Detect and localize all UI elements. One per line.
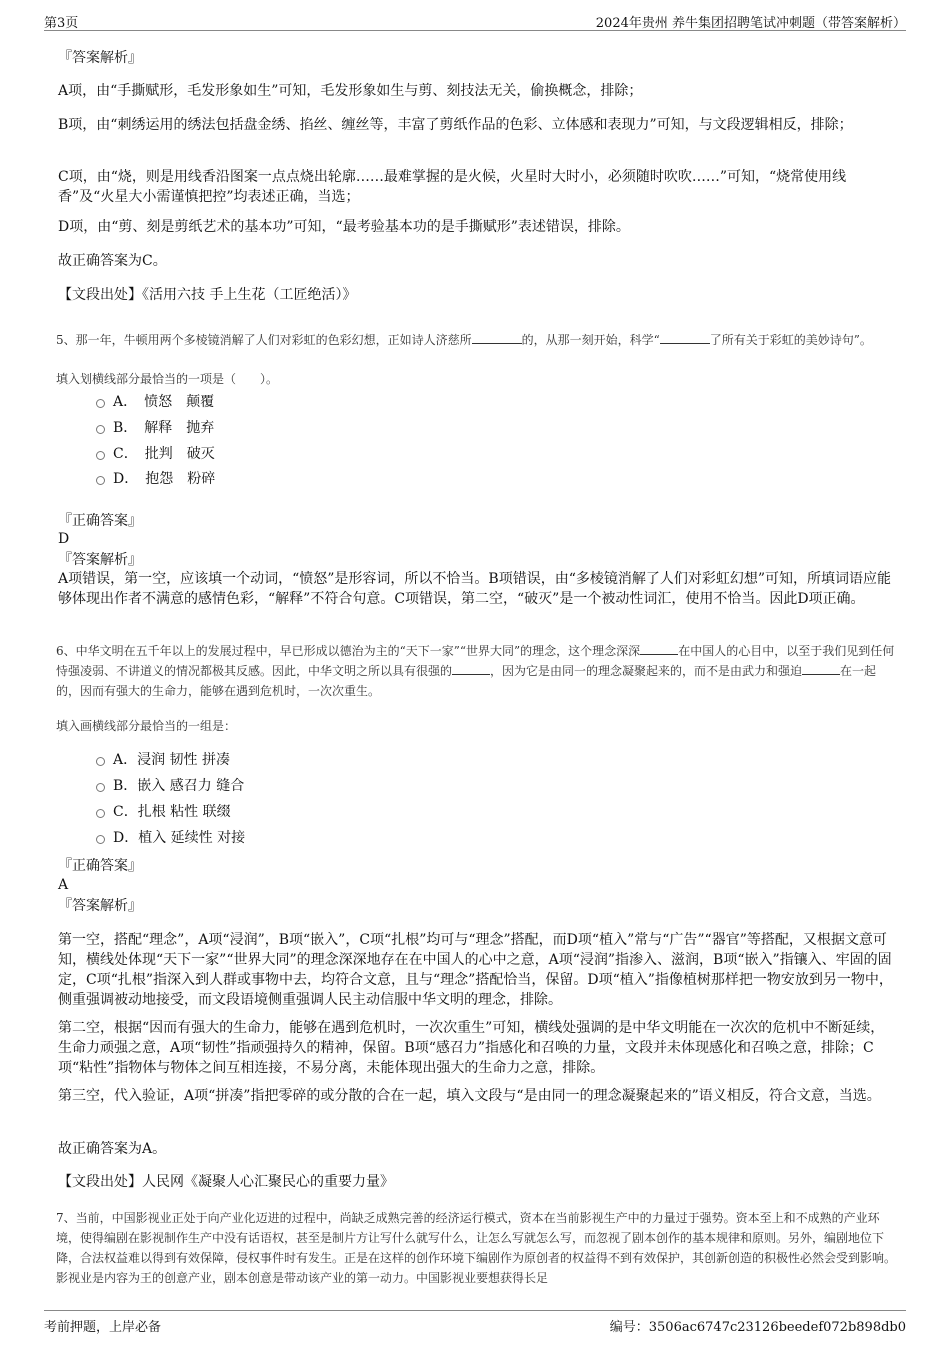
q4-analysis-b: B项，由“刺绣运用的绣法包括盘金绣、掐丝、缠丝等，丰富了剪纸作品的色彩、立体感和表现力”可知，与文段逻辑相反，排除； bbox=[58, 117, 853, 133]
radio-icon[interactable] bbox=[96, 809, 105, 818]
q5-correct-answer: D bbox=[58, 531, 70, 547]
radio-icon[interactable] bbox=[96, 399, 105, 408]
q6-stem: 6、中华文明在五千年以上的发展过程中，早已形成以德治为主的“天下一家”“世界大同”的理念，这个理念深深 在中国人的心目中，以至于我们见到任何恃强凌弱、不讲道义的情况都极其反感。因此，中华文明之所以具有很强的 ，因为它是由同一的理念凝聚起来的，而不是由武力和强迫 在一起的，因而有强大的生命力，能够在遇到危机时，一次次重生。 bbox=[56, 644, 895, 698]
q6-source: 【文段出处】人民网《凝聚人心汇聚民心的重要力量》 bbox=[58, 1174, 394, 1190]
radio-icon[interactable] bbox=[96, 783, 105, 792]
document-title: 2024年贵州 养牛集团招聘笔试冲刺题（带答案解析） bbox=[595, 16, 906, 31]
q6-blank-2 bbox=[452, 662, 490, 675]
q7-stem: 7、当前，中国影视业正处于向产业化迈进的过程中，尚缺乏成熟完善的经济运行模式，资本在当前影视生产中的力量过于强势。资本至上和不成熟的产业环境，使得编剧在影视制作生产中没有话语权，甚至是制片方让写什么就写什么，让怎么写就怎么写，而忽视了剧本创作的基本规律和原则。另外，编剧地位下降，合法权益难以得到有效保障，侵权事件时有发生。正是在这样的创作环境下编剧作为原创者的权益得不到有效保护，其创新创造的积极性必然会受到影响。影视业是内容为王的创意产业，剧本创意是带动该产业的第一动力。中国影视业要想获得长足 bbox=[56, 1211, 897, 1285]
q6-prompt: 填入画横线部分最恰当的一组是： bbox=[56, 719, 237, 733]
page-number: 第3页 bbox=[44, 16, 79, 31]
q6-conclusion: 故正确答案为A。 bbox=[58, 1141, 167, 1157]
document-code: 编号：3506ac6747c23126beedef072b898db0 bbox=[609, 1320, 906, 1335]
q6-analysis-p1: 第一空，搭配“理念”，A项“浸润”，B项“嵌入”，C项“扎根”均可与“理念”搭配，而D项“植入”常与“广告”“器官”等搭配，又根据文意可知，横线处体现“天下一家”“世界大同”的理念深深地存在在中国人的心中之意，A项“浸润”指渗入、滋润，B项“嵌入”指镶入、牢固的固定，C项“扎根”指深入到人群或事物中去，均符合文意，且与“理念”搭配恰当，保留。D项“植入”指像植树那样把一物安放到另一物中，侧重强调被动地接受，而文段语境侧重强调人民主动信服中华文明的理念，排除。 bbox=[58, 932, 893, 1008]
q5-correct-label: 『正确答案』 bbox=[58, 513, 142, 529]
q6-option-d[interactable]: D．植入 延续性 对接 bbox=[96, 828, 245, 848]
q5-analysis-label: 『答案解析』 bbox=[58, 552, 142, 568]
radio-icon[interactable] bbox=[96, 757, 105, 766]
q6-option-c[interactable]: C．扎根 粘性 联缀 bbox=[96, 802, 231, 822]
q6-analysis-label: 『答案解析』 bbox=[58, 898, 142, 914]
q5-option-b[interactable]: B． 解释 抛弃 bbox=[96, 418, 214, 438]
q6-blank-3 bbox=[802, 662, 840, 675]
radio-icon[interactable] bbox=[96, 425, 105, 434]
q6-blank-1 bbox=[640, 642, 678, 655]
q5-analysis: A项错误，第一空，应该填一个动词，“愤怒”是形容词，所以不恰当。B项错误，由“多棱镜消解了人们对彩虹幻想”可知，所填词语应能够体现出作者不满意的感情色彩，“解释”不符合句意。C项错误，第二空，“破灭”是一个被动性词汇，使用不恰当。因此D项正确。 bbox=[58, 571, 892, 607]
q6-option-a[interactable]: A．浸润 韧性 拼凑 bbox=[96, 750, 230, 770]
footer-slogan: 考前押题，上岸必备 bbox=[44, 1320, 162, 1335]
page-header bbox=[44, 8, 906, 31]
q5-blank-2 bbox=[660, 331, 710, 344]
q6-analysis-p2: 第二空，根据“因而有强大的生命力，能够在遇到危机时，一次次重生”可知，横线处强调的是中华文明能在一次次的危机中不断延续，生命力顽强之意，A项“韧性”指顽强持久的精神，保留。B项“感召力”指感化和召唤的力量，文段并未体现感化和召唤之意，排除；C项“粘性”指物体与物体之间互相连接，不易分离，未能体现出强大的生命力之意，排除。 bbox=[58, 1020, 885, 1076]
q4-conclusion: 故正确答案为C。 bbox=[58, 253, 167, 269]
q6-analysis-p3: 第三空，代入验证，A项“拼凑”指把零碎的或分散的合在一起，填入文段与“是由同一的理念凝聚起来的”语义相反，符合文意，当选。 bbox=[58, 1088, 881, 1104]
q6-correct-answer: A bbox=[58, 877, 69, 893]
radio-icon[interactable] bbox=[96, 476, 105, 485]
q5-option-d[interactable]: D． 抱怨 粉碎 bbox=[96, 469, 215, 489]
q4-source: 【文段出处】《活用六技 手上生花（工匠绝活）》 bbox=[58, 287, 357, 303]
q6-option-b[interactable]: B．嵌入 感召力 缝合 bbox=[96, 776, 244, 796]
q4-analysis-d: D项，由“剪、刻是剪纸艺术的基本功”可知，“最考验基本功的是手撕赋形”表述错误，排除。 bbox=[58, 219, 630, 235]
q4-analysis-a: A项，由“手撕赋形，毛发形象如生”可知，毛发形象如生与剪、刻技法无关，偷换概念，排除； bbox=[58, 83, 643, 99]
radio-icon[interactable] bbox=[96, 451, 105, 460]
q4-analysis-label: 『答案解析』 bbox=[58, 50, 142, 66]
q5-stem: 5、那一年，牛顿用两个多棱镜消解了人们对彩虹的色彩幻想，正如诗人济慈所 的，从那一刻开始，科学“ 了所有关于彩虹的美妙诗句”。 bbox=[56, 333, 872, 347]
q5-option-c[interactable]: C． 批判 破灭 bbox=[96, 444, 215, 464]
q5-option-a[interactable]: A． 愤怒 颠覆 bbox=[96, 392, 214, 412]
q4-analysis-c: C项，由“烧，则是用线香沿图案一点点烧出轮廓……最难掌握的是火候，火星时大时小，必须随时吹吹……”可知，“烧常使用线香”及“火星大小需谨慎把控”均表述正确，当选； bbox=[58, 169, 847, 205]
page-footer bbox=[44, 1310, 906, 1335]
q6-correct-label: 『正确答案』 bbox=[58, 858, 142, 874]
q5-prompt: 填入划横线部分最恰当的一项是（ ）。 bbox=[56, 372, 279, 386]
radio-icon[interactable] bbox=[96, 835, 105, 844]
q5-blank-1 bbox=[472, 331, 522, 344]
